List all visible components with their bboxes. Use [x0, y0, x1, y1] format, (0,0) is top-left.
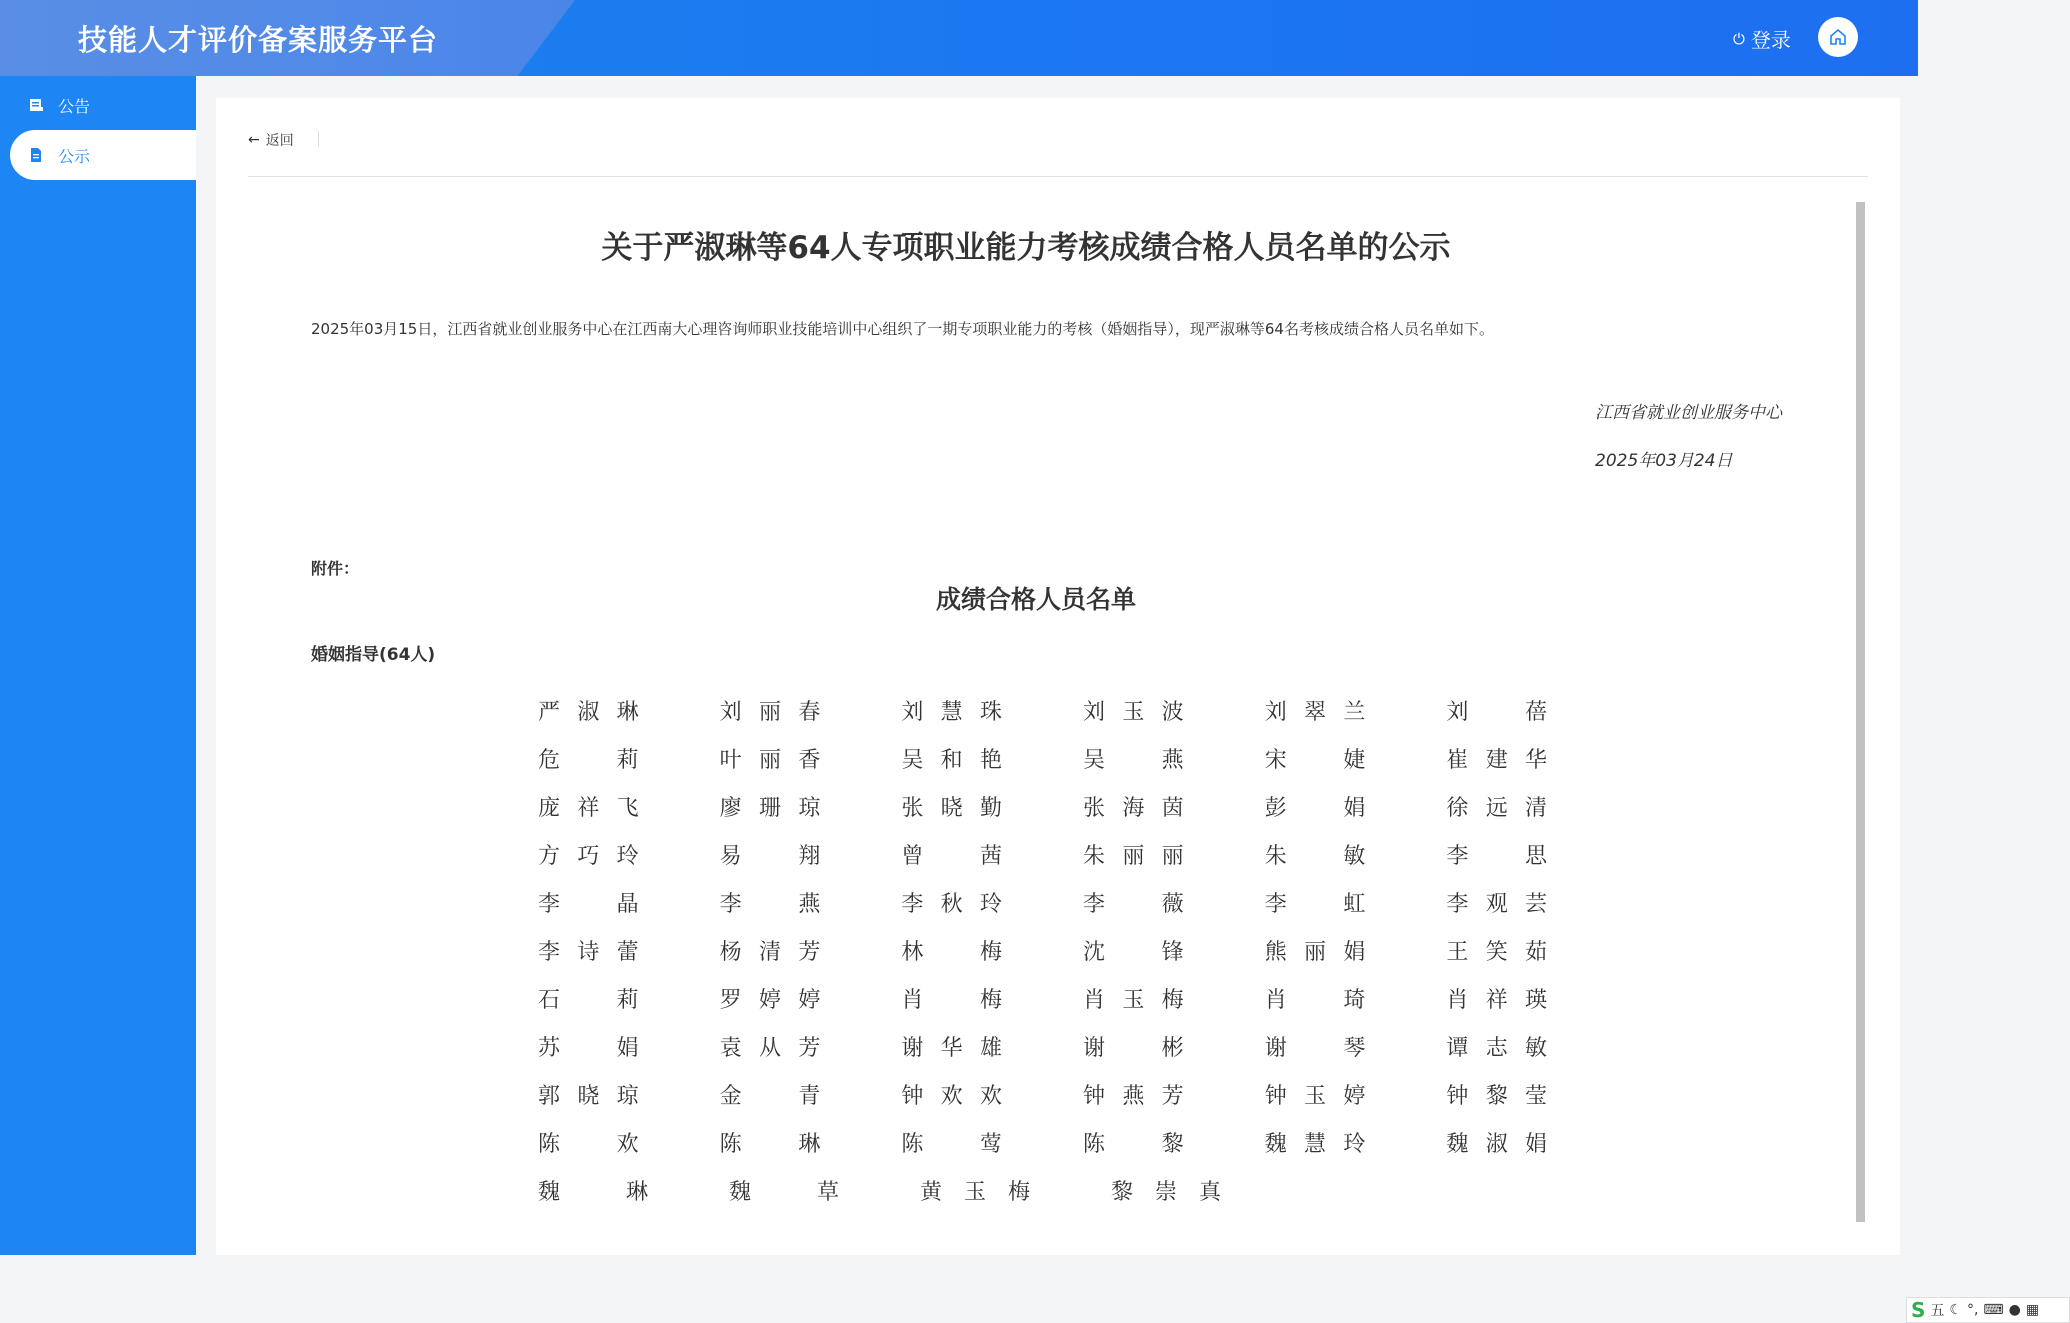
page-title: 关于严淑琳等64人专项职业能力考核成绩合格人员名单的公示: [601, 230, 1451, 266]
name-row: [538, 839, 1628, 887]
name-cell: 张 海 茵: [1083, 796, 1184, 821]
name-cell: 李 观 芸: [1446, 892, 1548, 917]
name-cell: 陈 欢: [538, 1132, 639, 1157]
name-cell: 钟 黎 莹: [1446, 1084, 1548, 1109]
name-cell: 彭 娟: [1264, 796, 1366, 821]
list-title: 成绩合格人员名单: [935, 585, 1136, 614]
name-row: [538, 935, 1628, 983]
name-cell: 刘 玉 波: [1083, 700, 1184, 725]
name-row: [538, 791, 1628, 839]
name-cell: 魏 草: [729, 1180, 839, 1205]
name-cell: 石 莉: [538, 988, 639, 1013]
sidebar: [0, 76, 196, 1255]
name-row: [538, 743, 1628, 791]
name-cell: 谢 彬: [1083, 1036, 1184, 1061]
sogou-logo-icon: S: [1911, 1298, 1926, 1322]
name-cell: 苏 娟: [538, 1036, 639, 1061]
name-cell: 李 诗 蕾: [538, 940, 639, 965]
group-label: 婚姻指导(64人): [311, 645, 436, 665]
name-cell: 肖 琦: [1264, 988, 1366, 1013]
divider: [248, 176, 1868, 177]
name-cell: 刘 丽 春: [719, 700, 821, 725]
sidebar-item-label: 公告: [58, 96, 91, 116]
user-icon: ●: [2008, 1302, 2021, 1318]
name-cell: 谢 琴: [1264, 1036, 1366, 1061]
name-cell: 肖 祥 瑛: [1446, 988, 1548, 1013]
sign-date: 2025年03月24日: [1595, 451, 1733, 471]
attachment-label: 附件：: [311, 559, 360, 578]
site-title: 技能人才评价备案服务平台: [78, 23, 439, 57]
back-label: 返回: [265, 133, 294, 149]
name-row: [538, 1031, 1628, 1079]
name-row: [538, 1175, 1628, 1223]
name-cell: 陈 黎: [1083, 1132, 1184, 1157]
document-body: 2025年03月15日，江西省就业创业服务中心在江西南大心理咨询师职业技能培训中心组织了一期专项职业能力的考核（婚姻指导），现严淑琳等64名考核成绩合格人员名单如下。: [311, 320, 1494, 338]
grid-icon: ▦: [2025, 1302, 2040, 1318]
name-row: [538, 695, 1628, 743]
name-list: [538, 695, 1628, 1223]
moon-icon: ☾: [1949, 1302, 1962, 1318]
name-cell: 朱 丽 丽: [1083, 844, 1184, 869]
name-row: [538, 983, 1628, 1031]
name-cell: 肖 玉 梅: [1083, 988, 1184, 1013]
name-cell: 刘 蓓: [1446, 700, 1548, 725]
name-cell: 魏 琳: [538, 1180, 648, 1205]
punctuation-icon: °,: [1966, 1302, 1979, 1318]
name-cell: 张 晓 勤: [901, 796, 1003, 821]
login-label: 登录: [1750, 28, 1791, 52]
name-cell: 钟 燕 芳: [1083, 1084, 1184, 1109]
name-cell: 魏 淑 娟: [1446, 1132, 1548, 1157]
name-cell: 郭 晓 琼: [538, 1084, 639, 1109]
scrollbar[interactable]: [1856, 202, 1865, 1222]
name-cell: 李 虹: [1264, 892, 1366, 917]
name-cell: 罗 婷 婷: [719, 988, 821, 1013]
top-header: [0, 0, 1918, 76]
name-cell: 廖 珊 琼: [719, 796, 821, 821]
name-cell: 李 思: [1446, 844, 1548, 869]
sidebar-item-announcement[interactable]: [10, 80, 196, 130]
power-icon: ⏻: [1733, 29, 1745, 48]
name-cell: 陈 莺: [901, 1132, 1003, 1157]
name-cell: 李 晶: [538, 892, 639, 917]
arrow-left-icon: ←: [248, 132, 260, 148]
sidebar-item-label: 公示: [58, 146, 91, 166]
name-cell: 庞 祥 飞: [538, 796, 639, 821]
home-icon: [1828, 27, 1848, 47]
name-row: [538, 1079, 1628, 1127]
name-cell: 魏 慧 玲: [1264, 1132, 1366, 1157]
divider: [318, 131, 319, 147]
name-cell: 林 梅: [901, 940, 1003, 965]
name-cell: 朱 敏: [1264, 844, 1366, 869]
name-cell: 谢 华 雄: [901, 1036, 1003, 1061]
name-cell: 刘 翠 兰: [1264, 700, 1366, 725]
name-cell: 王 笑 茹: [1446, 940, 1548, 965]
name-cell: 宋 婕: [1264, 748, 1366, 773]
name-cell: 易 翔: [719, 844, 821, 869]
name-cell: 沈 锋: [1083, 940, 1184, 965]
name-cell: 袁 从 芳: [719, 1036, 821, 1061]
name-cell: 陈 琳: [719, 1132, 821, 1157]
name-cell: 杨 清 芳: [719, 940, 821, 965]
name-cell: 黎 崇 真: [1111, 1180, 1221, 1205]
name-cell: 吴 和 艳: [901, 748, 1003, 773]
ime-toolbar[interactable]: [1906, 1297, 2070, 1323]
name-cell: 危 莉: [538, 748, 639, 773]
name-cell: 谭 志 敏: [1446, 1036, 1548, 1061]
sidebar-item-publicity[interactable]: [10, 130, 196, 180]
name-cell: 曾 茜: [901, 844, 1003, 869]
name-row: [538, 887, 1628, 935]
name-cell: 熊 丽 娟: [1264, 940, 1366, 965]
name-cell: 徐 远 清: [1446, 796, 1548, 821]
name-cell: 方 巧 玲: [538, 844, 639, 869]
name-cell: 刘 慧 珠: [901, 700, 1003, 725]
name-cell: 崔 建 华: [1446, 748, 1548, 773]
name-cell: 李 秋 玲: [901, 892, 1003, 917]
name-cell: 李 燕: [719, 892, 821, 917]
name-cell: 钟 欢 欢: [901, 1084, 1003, 1109]
name-cell: 严 淑 琳: [538, 700, 639, 725]
name-cell: 黄 玉 梅: [920, 1180, 1030, 1205]
name-row: [538, 1127, 1628, 1175]
ime-mode: 五: [1930, 1303, 1945, 1319]
name-cell: 钟 玉 婷: [1264, 1084, 1366, 1109]
keyboard-icon: ⌨: [1983, 1302, 2004, 1318]
name-cell: 吴 燕: [1083, 748, 1184, 773]
back-button[interactable]: [248, 130, 294, 150]
name-cell: 叶 丽 香: [719, 748, 821, 773]
name-cell: 金 青: [719, 1084, 821, 1109]
notice-icon: [28, 97, 44, 113]
document-icon: [28, 147, 44, 163]
home-button[interactable]: [1818, 17, 1858, 57]
content-card: [216, 98, 2040, 1322]
login-button[interactable]: [1733, 24, 1791, 53]
name-cell: 肖 梅: [901, 988, 1003, 1013]
signer: 江西省就业创业服务中心: [1595, 403, 1782, 423]
name-cell: 李 薇: [1083, 892, 1184, 917]
